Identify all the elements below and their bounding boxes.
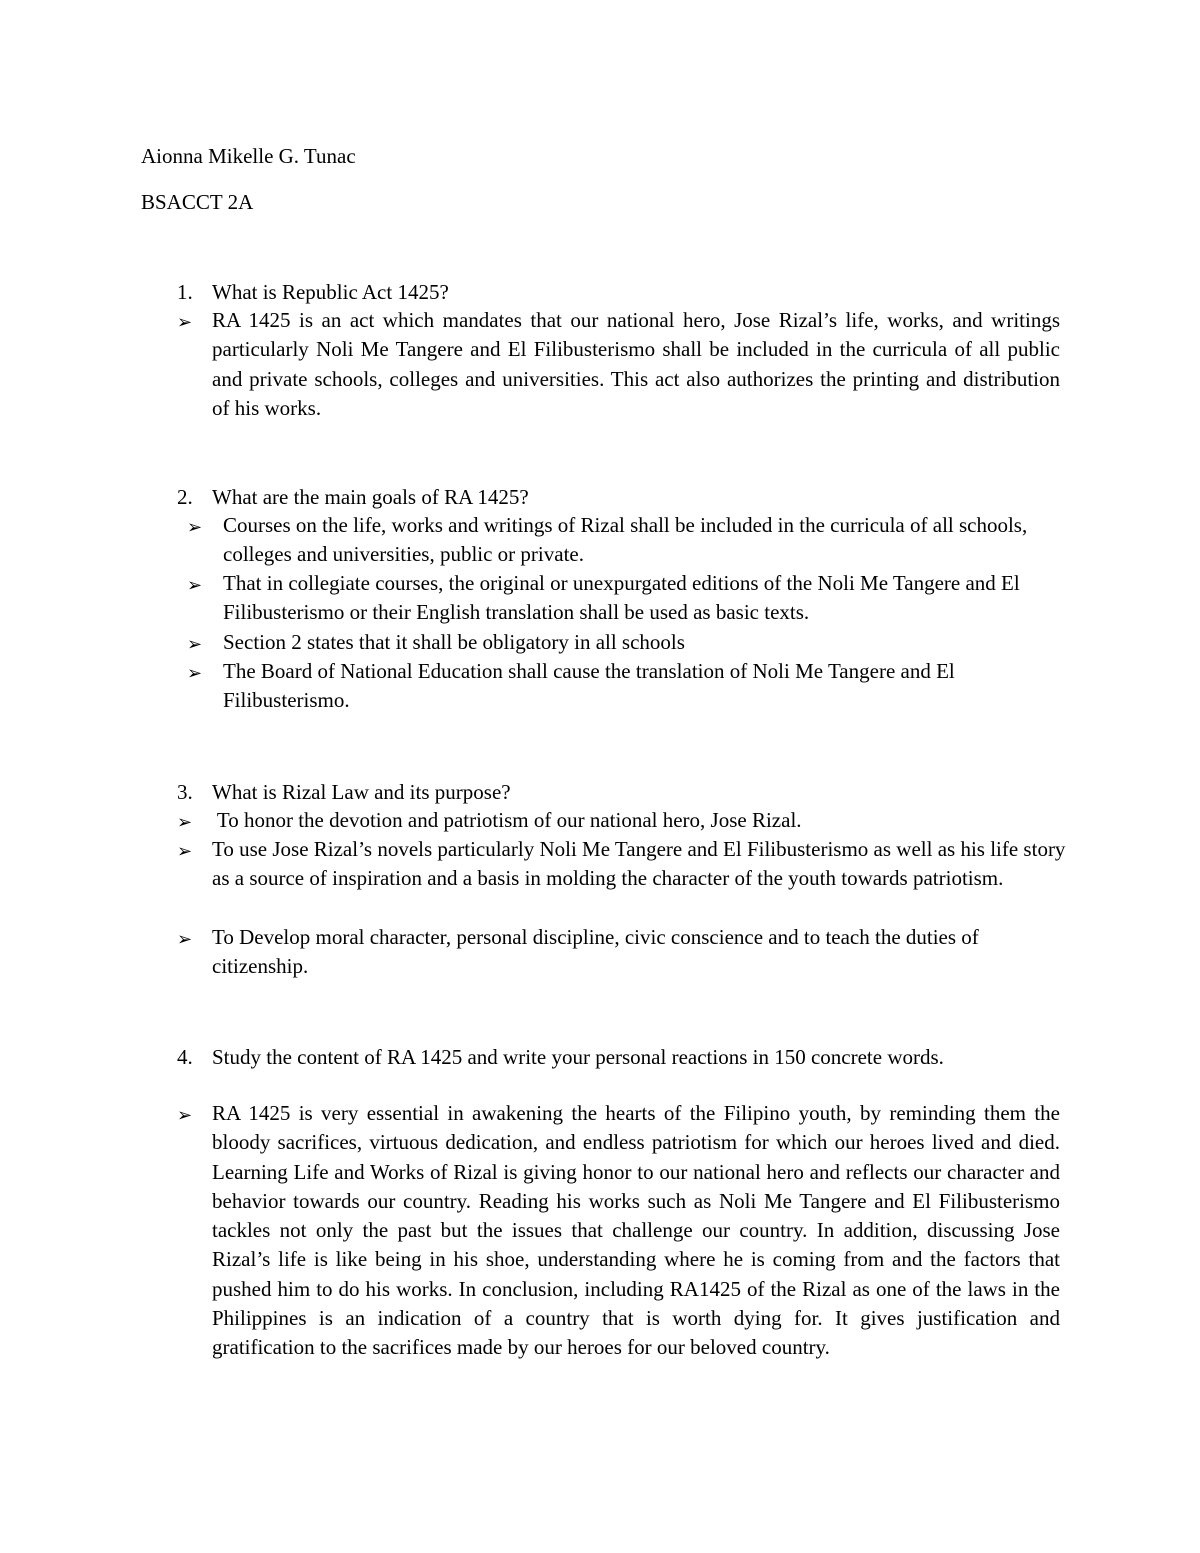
answer-item: The Board of National Education shall cause the translation of Noli Me Tangere and El Filibusterismo. bbox=[223, 659, 955, 713]
answer-item: Section 2 states that it shall be obligatory in all schools bbox=[223, 630, 685, 654]
arrowhead-bullet-icon: ➢ bbox=[177, 841, 193, 862]
question-text: What is Rizal Law and its purpose? bbox=[212, 780, 511, 804]
answer-item: That in collegiate courses, the original or unexpurgated editions of the Noli Me Tangere and El Filibusterismo or their English translation shall be used as basic texts. bbox=[223, 571, 1020, 625]
question-number: 1. bbox=[177, 280, 193, 304]
arrowhead-bullet-icon: ➢ bbox=[177, 812, 193, 833]
question-number: 2. bbox=[177, 485, 193, 509]
answer-item: To use Jose Rizal’s novels particularly Noli Me Tangere and El Filibusterismo as well as his life story as a source of inspiration and a basis in molding the character of the youth towards patriotism. bbox=[212, 837, 1066, 891]
student-course: BSACCT 2A bbox=[141, 190, 254, 214]
arrowhead-bullet-icon: ➢ bbox=[187, 634, 203, 655]
answer-item: Courses on the life, works and writings of Rizal shall be included in the curricula of all schools, colleges and universities, public or private. bbox=[223, 513, 1028, 567]
question-text: What is Republic Act 1425? bbox=[212, 280, 449, 304]
answer-item: To Develop moral character, personal discipline, civic conscience and to teach the duties of citizenship. bbox=[212, 925, 979, 979]
question-text: Study the content of RA 1425 and write your personal reactions in 150 concrete words. bbox=[212, 1045, 944, 1069]
answer-paragraph: RA 1425 is very essential in awakening the hearts of the Filipino youth, by reminding them the bloody sacrifices, virtuous dedication, and endless patriotism for which our heroes lived and died. Learning Life and Works of Rizal is giving honor to our national hero and reflects our character and behavior towards our country. Reading his works such as Noli Me Tangere and El Filibusterismo tackles not only the past but the issues that challenge our country. In addition, discussing Jose Rizal’s life is like being in his shoe, understanding where he is coming from and the factors that pushed him to do his works. In conclusion, including RA1425 of the Rizal as one of the laws in the Philippines is an indication of a country that is worth dying for. It gives justification and gratification to the sacrifices made by our heroes for our beloved country. bbox=[212, 1101, 1060, 1360]
arrowhead-bullet-icon: ➢ bbox=[177, 929, 193, 950]
arrowhead-bullet-icon: ➢ bbox=[187, 517, 203, 538]
student-name: Aionna Mikelle G. Tunac bbox=[141, 144, 356, 168]
arrowhead-bullet-icon: ➢ bbox=[187, 663, 203, 684]
arrowhead-bullet-icon: ➢ bbox=[177, 1105, 193, 1126]
question-number: 3. bbox=[177, 780, 193, 804]
arrowhead-bullet-icon: ➢ bbox=[177, 312, 193, 333]
question-text: What are the main goals of RA 1425? bbox=[212, 485, 529, 509]
question-number: 4. bbox=[177, 1045, 193, 1069]
answer-paragraph: RA 1425 is an act which mandates that our national hero, Jose Rizal’s life, works, and writings particularly Noli Me Tangere and El Filibusterismo shall be included in the curricula of all public and private schools, colleges and universities. This act also authorizes the printing and distribution of his works. bbox=[212, 308, 1060, 420]
answer-item: To honor the devotion and patriotism of our national hero, Jose Rizal. bbox=[212, 808, 802, 832]
arrowhead-bullet-icon: ➢ bbox=[187, 575, 203, 596]
